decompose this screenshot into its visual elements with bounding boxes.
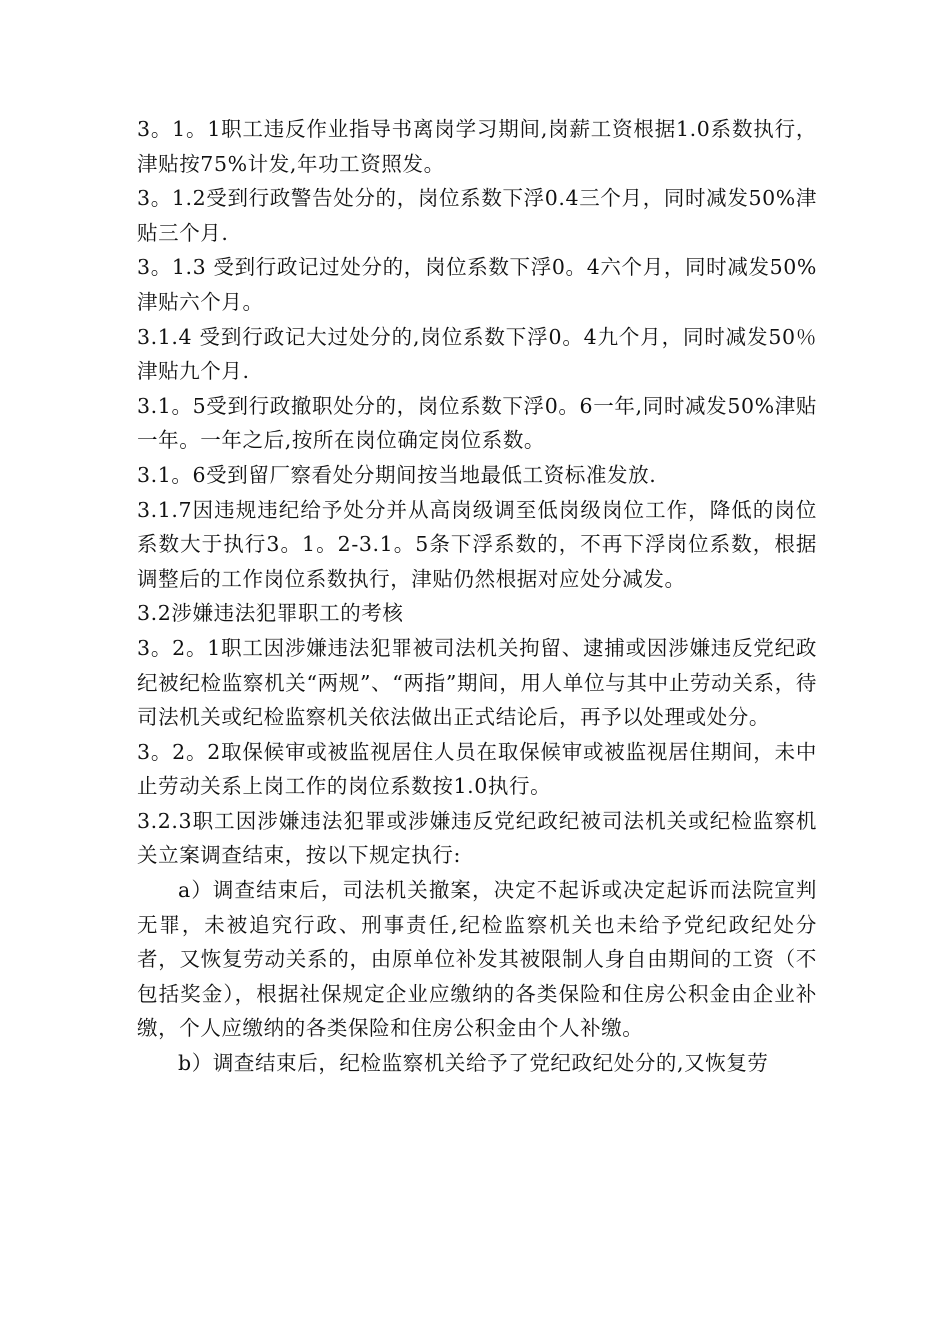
list-item-a: a）调查结束后，司法机关撤案，决定不起诉或决定起诉而法院宣判无罪，未被追究行政、刑事责任,纪检监察机关也未给予党纪政纪处分者，又恢复劳动关系的，由原单位补发其被限制人身自由期间的工资（不包括奖金），根据社保规定企业应缴纳的各类保险和住房公积金由企业补缴，个人应缴纳的各类保险和住房公积金由个人补缴。 — [137, 878, 817, 1041]
paragraph-3-1-4: 3.1.4 受到行政记大过处分的,岗位系数下浮0。4九个月，同时减发50％津贴九个月. — [137, 324, 817, 384]
section-heading-3-2: 3.2涉嫌违法犯罪职工的考核 — [137, 601, 404, 626]
list-item-b: b）调查结束后，纪检监察机关给予了党纪政纪处分的,又恢复劳 — [178, 1051, 769, 1076]
paragraph-3-1-3: 3。1.3 受到行政记过处分的，岗位系数下浮0。4六个月，同时减发50%津贴六个月。 — [137, 255, 817, 314]
paragraph-3-1-5: 3.1。5受到行政撤职处分的，岗位系数下浮0。6一年,同时减发50%津贴一年。一年之后,按所在岗位确定岗位系数。 — [137, 393, 817, 453]
paragraph-3-2-2: 3。2。2取保候审或被监视居住人员在取保候审或被监视居住期间，未中止劳动关系上岗工作的岗位系数按1.0执行。 — [137, 739, 817, 799]
document-body — [137, 112, 817, 1081]
paragraph-3-1-7: 3.1.7因违规违纪给予处分并从高岗级调至低岗级岗位工作，降低的岗位系数大于执行3。1。2-3.1。5条下浮系数的，不再下浮岗位系数，根据调整后的工作岗位系数执行，津贴仍然根据对应处分减发。 — [137, 497, 817, 591]
paragraph-3-1-2: 3。1.2受到行政警告处分的，岗位系数下浮0.4三个月，同时减发50%津贴三个月. — [137, 186, 817, 245]
paragraph-3-2-3: 3.2.3职工因涉嫌违法犯罪或涉嫌违反党纪政纪被司法机关或纪检监察机关立案调查结束，按以下规定执行: — [137, 808, 817, 868]
paragraph-3-1-6: 3.1。6受到留厂察看处分期间按当地最低工资标准发放. — [137, 462, 657, 487]
paragraph-3-2-1: 3。2。1职工因涉嫌违法犯罪被司法机关拘留、逮捕或因涉嫌违反党纪政纪被纪检监察机关“两规”、“两指”期间，用人单位与其中止劳动关系，待司法机关或纪检监察机关依法做出正式结论后，再予以处理或处分。 — [137, 635, 817, 730]
paragraph-3-1-1: 3。1。1职工违反作业指导书离岗学习期间,岗薪工资根据1.0系数执行，津贴按75%计发,年功工资照发。 — [137, 117, 817, 176]
